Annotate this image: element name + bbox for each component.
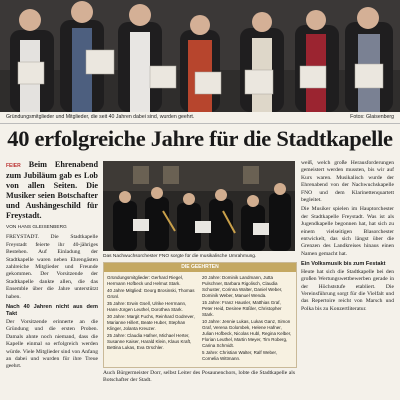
honorees-entry: 35 Jahre: Erwin Gsell, Ulrike Herrmann, Hans-Jürgen Leuthel, Dorothea Stark. xyxy=(107,301,187,312)
lead-text: Beim Ehrenabend zum Jubiläum gab es Lob von allen Seiten. Die Musiker seien Botschafter und Aushängeschild für Freystadt. xyxy=(6,160,98,220)
orchestra-photo-caption: Das Nachwuchsorchester FNO sorgte für die musikalische Umrahmung. xyxy=(103,254,257,259)
honorees-box xyxy=(103,262,297,368)
honorees-title: DIE GEEHRTEN xyxy=(104,263,296,272)
subheading-2: Ein Volksmusik bis zum Festakt xyxy=(301,261,386,268)
honorees-entry: 15 Jahre: Franz Hausler, Matthias Graf, Peter Heid, Desiree Rößler, Christopher Stark. xyxy=(202,300,282,317)
author-line: VON HANS GLEISENBERG xyxy=(6,225,67,230)
headline: 40 erfolgreiche Jahre für die Stadtkapelle xyxy=(7,126,393,151)
lead-paragraph xyxy=(6,160,98,221)
orchestra-photo-illustration xyxy=(103,161,295,251)
left-column xyxy=(6,160,98,371)
honorees-entry: 5 Jahre: Christian Walter, Ralf Weber, Cornelia Wittmann. xyxy=(202,350,278,361)
photo-caption: Gründungsmitglieder und Mitglieder, die seit 40 Jahren dabei sind, wurden geehrt. xyxy=(6,114,195,120)
photo-caption-bar xyxy=(0,112,400,124)
honorees-entry: 20 Jahre: Dominik Landmann, Jutta Pulschner, Barbara Rigolisch, Claudia Schuster, Corinna Walter, Daniel Weber, Dominik Weber, Manuel Wenda. xyxy=(202,275,283,298)
body-paragraph-5: Heute hat sich die Stadtkapelle bei den großen Wertungswettbewerben gerade in der Höchststufe etabliert. Die Vereinsführung sorgt für die Vielfalt und das Repertoire reicht von Marsch und Polka bis zu Konzertliteratur. xyxy=(301,268,394,312)
body-paragraph-3: weiß, welch große Herausforderungen gemeistert werden mussten, bis wir auf Kurs waren. Musikalisch wurde der Ehrenabend von der Nachwuchskapelle FNO und dem Klarinettenquartett begleitet. xyxy=(301,160,394,204)
group-photo xyxy=(0,0,400,112)
mid-bottom-text: Auch Bürgermeister Dorr, selbst Leiter des Posaunenchors, lobte die Stadtkapelle als Botschafter der Stadt. xyxy=(103,370,295,384)
honorees-column-2 xyxy=(202,275,292,363)
body-paragraph-4: Die Musiker spielen im Hauptorchester der Stadtkapelle Freystadt. Was ist als Jugendkapelle begonnen hat, hat sich zu einem vielseitigen Blasorchester entwickelt, das sich längst über die Grenzen des Landkreises hinaus einen Namen gemacht hat. xyxy=(301,206,394,257)
orchestra-photo xyxy=(103,161,295,251)
body-paragraph-2: Der Vorsitzende erinnerte an die Gründung und die ersten Proben. Damals ahnte noch niemand, dass die Kapelle einmal so erfolgreich werden würde. Viele Mitglieder sind von Anfang an dabei und wurden für ihre Treue geehrt. xyxy=(6,318,98,370)
honorees-entry: Gründungsmitglieder: Gerhard Riegel, Hermann Hofbeck und Helmut Stark. xyxy=(107,275,184,286)
lead-prefix: FEIER xyxy=(6,163,21,169)
group-photo-illustration xyxy=(0,0,400,112)
right-column xyxy=(301,160,394,400)
photo-credit: Fotos: Glaisenberg xyxy=(350,114,394,120)
honorees-entry: 25 Jahre: Claudia Hafner, Michael Herter, Susanne Kaiser, Harald Klein, Klaus Kraft, Bettina Lukas, Eva Orschler. xyxy=(107,333,192,350)
honorees-column-1 xyxy=(107,275,197,352)
subheading-1: Nach 40 Jahren nicht aus dem Takt xyxy=(6,304,98,318)
honorees-entry: 40 Jahre Mitglied: Georg Brosinski, Thomas Grünl. xyxy=(107,288,195,299)
honorees-entry: 30 Jahre: Margit Fuchs, Reinhard Godrever, Marianne Hillert, Beate Huber, Stephan Klinger, Jolanta Kreuzer. xyxy=(107,314,195,331)
honorees-entry: 10 Jahre: Jennie Lukas, Lukas Ganz, Simon Graf, Verena Golombek, Helene Hafner, Julian Hofbeck, Nicolas Hubl, Regina Kelber, Florian Leuthel, Martin Meyer, Tim Roberg, Carina Schmidt. xyxy=(202,319,292,348)
body-paragraph-1: FREYSTADT. Die Stadtkapelle Freystadt feierte ihr 40-jähriges Bestehen. Auf Einladung der Stadtkapelle waren neben Ehrengästen zahlreiche Mitglieder und Freunde gekommen. Der Vorsitzende der Stadtkapelle dankte allen, die das Ensemble über die Jahre unterstützt haben. xyxy=(6,234,98,300)
